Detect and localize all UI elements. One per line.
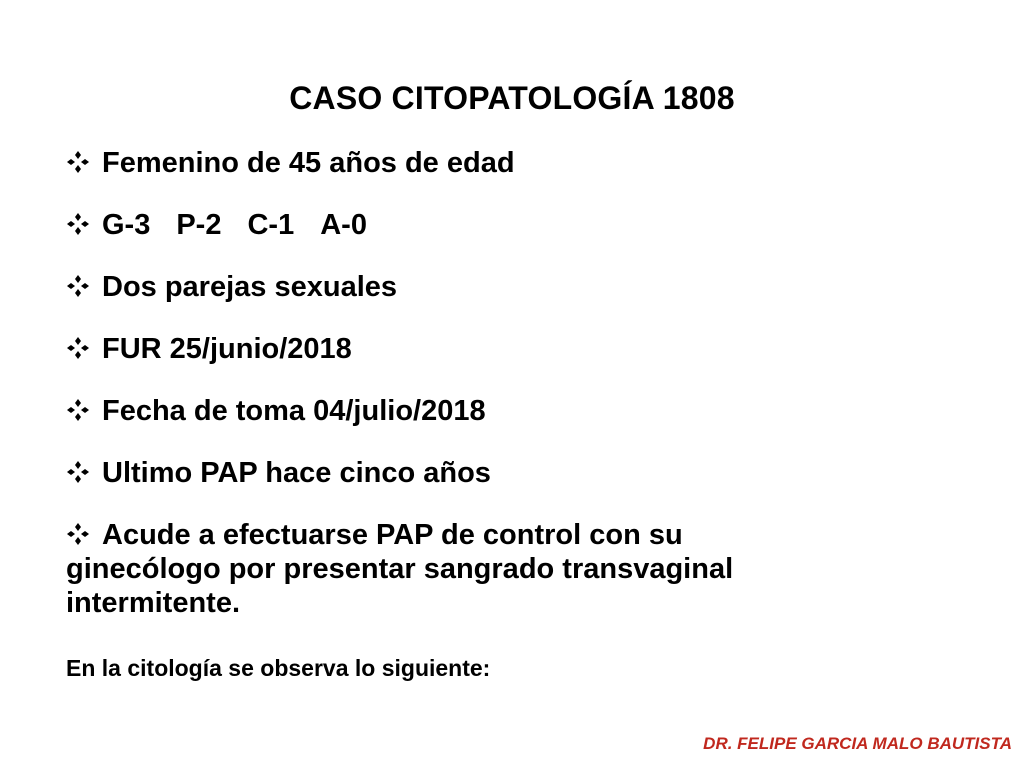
four-diamond-bullet-icon [66, 398, 90, 422]
bullet-text-line: Acude a efectuarse PAP de control con su [102, 519, 683, 551]
bullet-item [66, 208, 966, 243]
obstetric-para: P-2 [176, 209, 222, 241]
bullet-text: Ultimo PAP hace cinco años [102, 457, 491, 489]
bullet-text-line: intermitente. [66, 587, 241, 619]
bullet-text: Fecha de toma 04/julio/2018 [102, 395, 486, 427]
obstetric-gravida: G-3 [102, 209, 151, 241]
bullet-item [66, 146, 966, 181]
bullet-item [66, 332, 966, 367]
four-diamond-bullet-icon [66, 150, 90, 174]
author-credit: DR. FELIPE GARCIA MALO BAUTISTA [703, 734, 1012, 753]
bullet-item [66, 270, 966, 305]
bullet-text: Dos parejas sexuales [102, 271, 398, 303]
bullet-item [66, 456, 966, 491]
bullet-item [66, 394, 966, 429]
bullet-list [66, 146, 966, 640]
bullet-text: FUR 25/junio/2018 [102, 333, 352, 365]
obstetric-aborto: A-0 [320, 209, 367, 241]
slide-title: CASO CITOPATOLOGÍA 1808 [289, 80, 735, 116]
cytology-note: En la citología se observa lo siguiente: [66, 655, 491, 681]
four-diamond-bullet-icon [66, 212, 90, 236]
bullet-text-line: ginecólogo por presentar sangrado transvaginal [66, 553, 734, 585]
four-diamond-bullet-icon [66, 336, 90, 360]
four-diamond-bullet-icon [66, 274, 90, 298]
bullet-item [66, 518, 966, 620]
four-diamond-bullet-icon [66, 460, 90, 484]
four-diamond-bullet-icon [66, 522, 90, 546]
bullet-text: Femenino de 45 años de edad [102, 147, 515, 179]
obstetric-cesarea: C-1 [247, 209, 295, 241]
